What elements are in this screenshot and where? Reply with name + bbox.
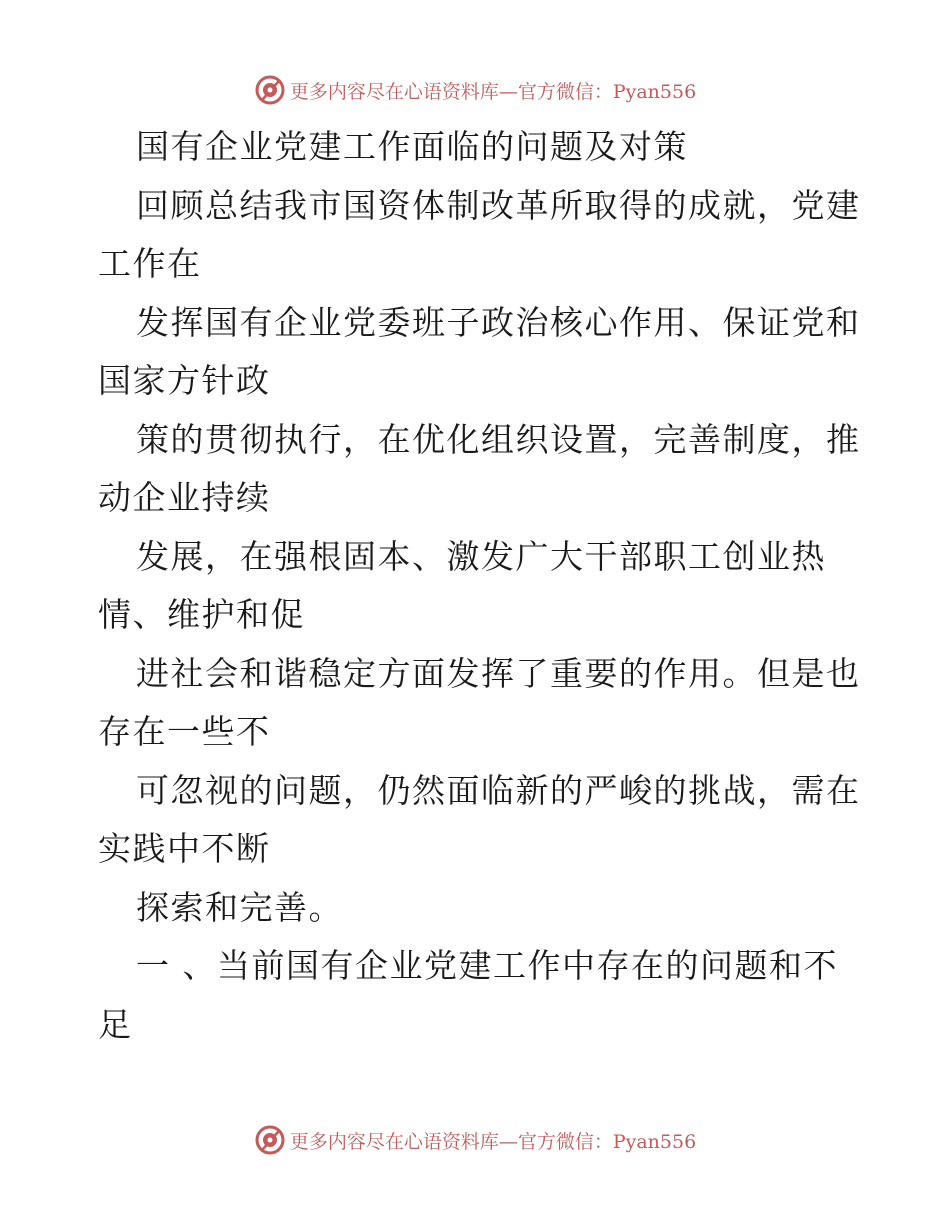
- paragraph-line: 可忽视的问题，仍然面临新的严峻的挑战，需在: [136, 770, 861, 810]
- paragraph-line: 动企业持续: [98, 478, 271, 517]
- paragraph-line: 策的贯彻执行，在优化组织设置，完善制度，推: [136, 419, 861, 459]
- seal-logo-icon: [254, 74, 286, 106]
- paragraph-line: 发展，在强根固本、激发广大干部职工创业热: [136, 536, 826, 576]
- watermark-text: 更多内容尽在心语资料库—官方微信：Pyan556: [289, 80, 697, 103]
- paragraph-line: 工作在: [98, 244, 202, 283]
- header-watermark: [0, 70, 950, 110]
- section-heading-continuation: 足: [98, 1004, 133, 1044]
- paragraph-line: 回顾总结我市国资体制改革所取得的成就，党建: [136, 185, 861, 225]
- paragraph-line: 发挥国有企业党委班子政治核心作用、保证党和: [136, 302, 861, 342]
- footer-watermark: [0, 1120, 950, 1160]
- document-body: [98, 118, 861, 1054]
- paragraph-line: 情、维护和促: [98, 595, 305, 634]
- paragraph-line: 实践中不断: [98, 829, 271, 868]
- paragraph-line: 国家方针政: [98, 361, 271, 400]
- watermark-text: 更多内容尽在心语资料库—官方微信：Pyan556: [289, 1130, 697, 1153]
- paragraph-line: 进社会和谐稳定方面发挥了重要的作用。但是也: [136, 653, 861, 693]
- document-title: 国有企业党建工作面临的问题及对策: [136, 127, 688, 166]
- seal-logo-icon: [254, 1124, 286, 1156]
- section-heading: 一 、当前国有企业党建工作中存在的问题和不: [136, 946, 838, 985]
- paragraph-line: 探索和完善。: [136, 887, 343, 927]
- paragraph-line: 存在一些不: [98, 712, 271, 751]
